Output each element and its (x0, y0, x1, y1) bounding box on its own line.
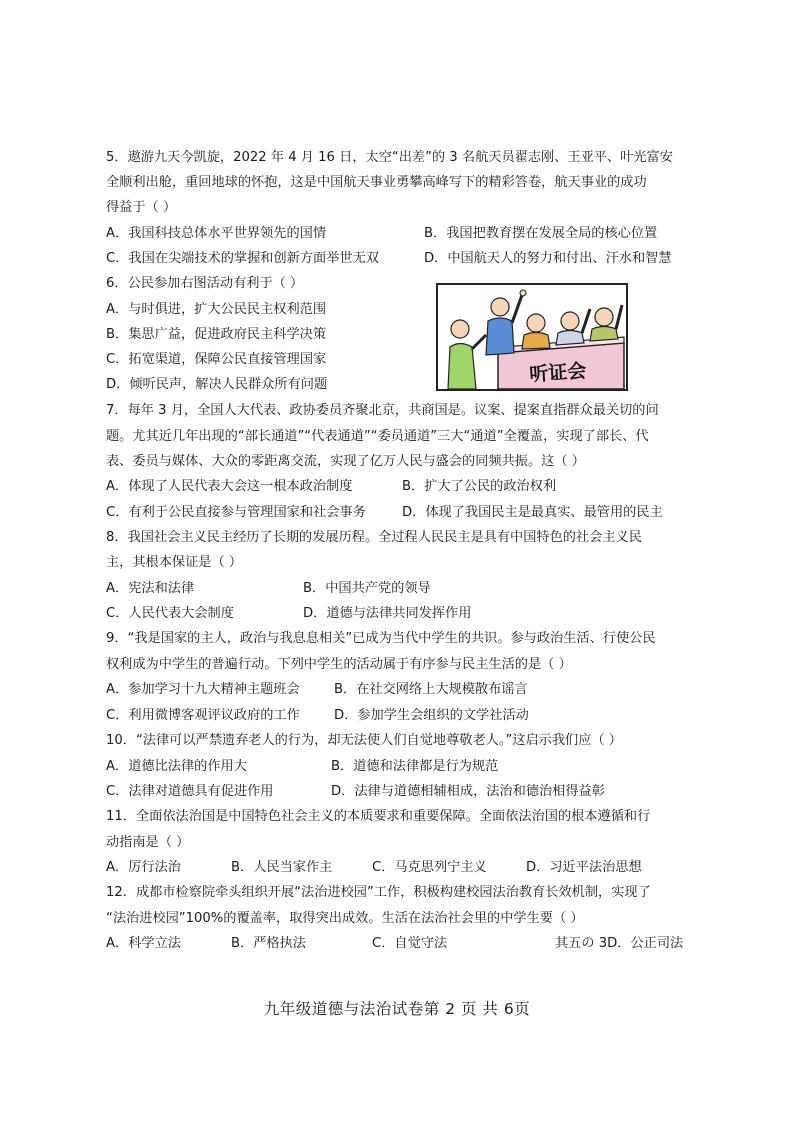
q10-option-d: D．法律与道德相辅相成，法治和德治相得益彰 (331, 784, 605, 799)
q10-option-a: A．道德比法律的作用大 (106, 759, 247, 774)
q6-option-a: A．与时俱进，扩大公民民主权利范围 (106, 302, 327, 317)
q7-option-a: A．体现了人民代表大会这一根本政治制度 (106, 479, 353, 494)
q7-option-d: D．体现了我国民主是最真实、最管用的民主 (402, 505, 663, 520)
q9-option-d: D．参加学生会组织的文学社活动 (334, 708, 529, 723)
hearing-drawing (438, 285, 626, 389)
q6-option-c: C．拓宽渠道，保障公民直接管理国家 (106, 352, 327, 367)
q9-line-1: 9．“我是国家的主人，政治与我息息相关”已成为当代中学生的共识。参与政治生活、行使公民 (106, 631, 656, 646)
q5-line-3: 得益于（ ） (106, 200, 177, 215)
q5-option-a: A．我国科技总体水平世界领先的国情 (106, 226, 327, 241)
q7-line-3: 表、委员与媒体、大众的零距离交流，实现了亿万人民与盛会的同频共振。这（ ） (106, 454, 585, 469)
q12-option-c: C．自觉守法 (372, 936, 448, 951)
q8-option-c: C．人民代表大会制度 (106, 606, 234, 621)
hearing-illustration (436, 283, 628, 391)
q8-option-b: B．中国共产党的领导 (303, 581, 431, 596)
q11-option-b: B．人民当家作主 (231, 860, 333, 875)
q7-line-2: 题。尤其近几年出现的“部长通道”“代表通道”“委员通道”三大“通道”全覆盖，实现了部长、代 (106, 429, 649, 444)
q12-line-2: “法治进校园”100%的覆盖率，取得突出成效。生活在法治社会里的中学生要（ ） (106, 911, 584, 926)
q12-option-d: 其五の 3D．公正司法 (555, 936, 684, 951)
q12-option-a: A．科学立法 (106, 936, 181, 951)
q7-option-b: B．扩大了公民的政治权利 (402, 479, 557, 494)
q6-line-1: 6．公民参加右图活动有利于（ ） (106, 276, 304, 291)
q5-line-2: 全顺利出舱，重回地球的怀抱，这是中国航天事业勇攀高峰写下的精彩答卷，航天事业的成功 (106, 175, 647, 190)
hearing-banner-text: 听证会 (528, 360, 588, 386)
q11-line-1: 11．全面依法治国是中国特色社会主义的本质要求和重要保障。全面依法治国的根本遵循和行 (106, 809, 651, 824)
q10-option-c: C．法律对道德具有促进作用 (106, 784, 274, 799)
q11-option-a: A．厉行法治 (106, 860, 181, 875)
q12-option-b: B．严格执法 (231, 936, 306, 951)
q8-line-2: 主，其根本保证是（ ） (106, 555, 243, 570)
q8-option-a: A．宪法和法律 (106, 581, 195, 596)
q11-option-d: D．习近平法治思想 (526, 860, 642, 875)
q10-option-b: B．道德和法律都是行为规范 (331, 759, 499, 774)
q11-option-c: C．马克思列宁主义 (372, 860, 487, 875)
q9-line-2: 权利成为中学生的普遍行动。下列中学生的活动属于有序参与民主生活的是（ ） (106, 657, 572, 672)
q5-option-b: B．我国把教育摆在发展全局的核心位置 (424, 226, 658, 241)
q5-option-d: D．中国航天人的努力和付出、汗水和智慧 (424, 251, 672, 266)
q6-option-d: D．倾听民声，解决人民群众所有问题 (106, 377, 328, 392)
q7-option-c: C．有利于公民直接参与管理国家和社会事务 (106, 505, 366, 520)
q6-option-b: B．集思广益，促进政府民主科学决策 (106, 327, 327, 342)
q8-option-d: D．道德与法律共同发挥作用 (303, 606, 472, 621)
q7-line-1: 7．每年 3 月，全国人大代表、政协委员齐聚北京，共商国是。议案、提案直指群众最关切的问 (106, 403, 659, 418)
q9-option-c: C．利用微博客观评议政府的工作 (106, 708, 300, 723)
q12-line-1: 12．成都市检察院牵头组织开展“法治进校园”工作，积极构建校园法治教育长效机制，实现了 (106, 885, 651, 900)
q8-line-1: 8．我国社会主义民主经历了长期的发展历程。全过程人民民主是具有中国特色的社会主义民 (106, 530, 642, 545)
page-footer: 九年级道德与法治试卷第 2 页 共 6页 (263, 1000, 531, 1018)
q9-option-b: B．在社交网络上大规模散布谣言 (334, 682, 528, 697)
q5-option-c: C．我国在尖端技术的掌握和创新方面举世无双 (106, 251, 379, 266)
q9-option-a: A．参加学习十九大精神主题班会 (106, 682, 300, 697)
q10-line-1: 10．“法律可以严禁遗弃老人的行为，却无法使人们自觉地尊敬老人。”这启示我们应（ ） (106, 733, 622, 748)
q11-line-2: 动指南是（ ） (106, 835, 190, 850)
q5-line-1: 5．遨游九天今凯旋，2022 年 4 月 16 日，太空“出差”的 3 名航天员翟志刚、王亚平、叶光富安 (106, 150, 673, 165)
